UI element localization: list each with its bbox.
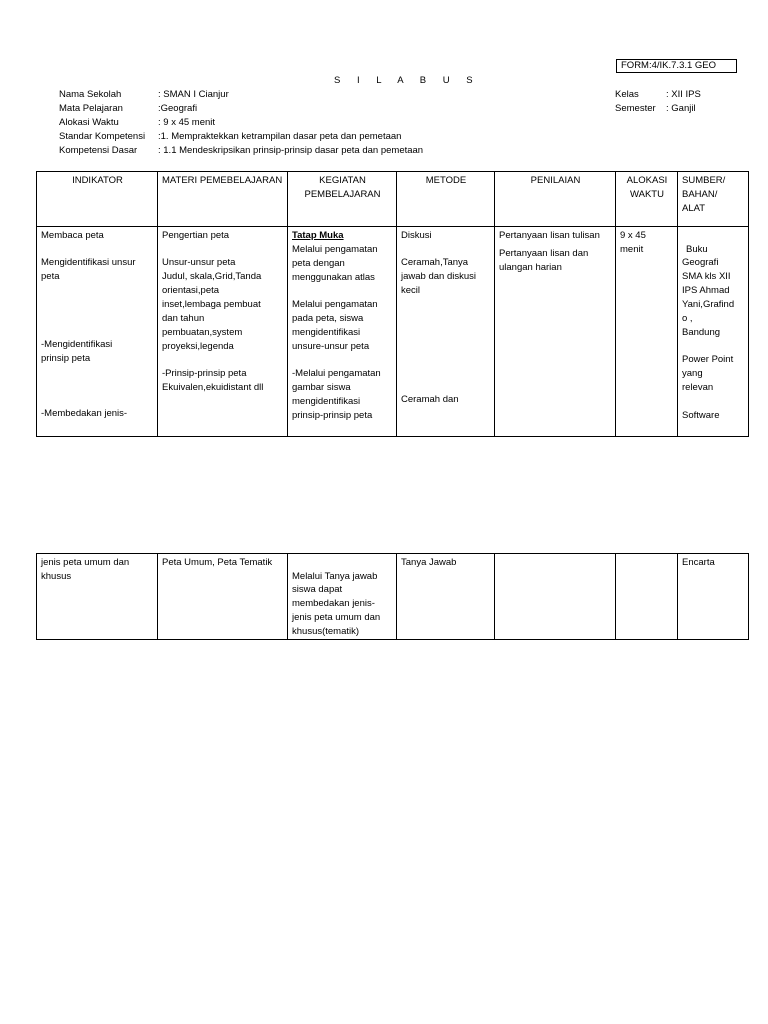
cell-alokasi: 9 x 45 menit (616, 227, 678, 437)
value-kompetensi-dasar: : 1.1 Mendeskripsikan prinsip-prinsip dasar peta dan pemetaan (158, 145, 424, 156)
label-kelas: Kelas (615, 89, 639, 100)
table-row (37, 554, 749, 640)
cell-kegiatan: Tatap Muka Melalui pengamatan peta dengan menggunakan atlas Melalui pengamatan pada peta, siswa mengidentifikasi unsure-unsur peta -Melalui pengamatan gambar siswa mengidentifikasi prinsip-prinsip peta (288, 227, 397, 437)
cell-metode: Tanya Jawab (397, 554, 495, 640)
cell-metode: Diskusi Ceramah,Tanya jawab dan diskusi kecil Ceramah dan (397, 227, 495, 437)
table-header-row (37, 172, 749, 227)
syllabus-table-continued (36, 553, 749, 640)
label-standar-kompetensi: Standar Kompetensi (59, 131, 146, 142)
value-kelas: : XII IPS (666, 89, 701, 100)
col-header-sumber: SUMBER/ BAHAN/ ALAT (678, 172, 749, 227)
value-semester: : Ganjil (666, 103, 696, 114)
syllabus-table (36, 171, 749, 437)
cell-sumber: Encarta (678, 554, 749, 640)
value-alokasi-waktu: : 9 x 45 menit (158, 117, 216, 128)
cell-penilaian (495, 554, 616, 640)
label-alokasi-waktu: Alokasi Waktu (59, 117, 119, 128)
col-header-materi: MATERI PEMEBELAJARAN (158, 172, 288, 227)
col-header-alokasi: ALOKASI WAKTU (616, 172, 678, 227)
cell-indikator: Membaca peta Mengidentifikasi unsur peta -Mengidentifikasi prinsip peta -Membedakan jenis- (37, 227, 158, 437)
label-mata-pelajaran: Mata Pelajaran (59, 103, 123, 114)
value-standar-kompetensi: :1. Mempraktekkan ketrampilan dasar peta dan pemetaan (158, 131, 402, 142)
cell-alokasi (616, 554, 678, 640)
cell-kegiatan: Melalui Tanya jawab siswa dapat membedakan jenis- jenis peta umum dan khusus(tematik) (288, 554, 397, 640)
cell-indikator: jenis peta umum dan khusus (37, 554, 158, 640)
cell-penilaian: Pertanyaan lisan tulisan Pertanyaan lisan dan ulangan harian (495, 227, 616, 437)
cell-sumber: Buku Geografi SMA kls XII IPS Ahmad Yani,Grafind o , Bandung Power Point yang relevan Software (678, 227, 749, 437)
form-code-box: FORM:4/IK.7.3.1 GEO (616, 59, 737, 73)
value-mata-pelajaran: :Geografi (158, 103, 198, 114)
value-nama-sekolah: : SMAN I Cianjur (158, 89, 229, 100)
col-header-indikator: INDIKATOR (37, 172, 158, 227)
document-title: S I L A B U S (334, 75, 480, 86)
col-header-kegiatan: KEGIATAN PEMBELAJARAN (288, 172, 397, 227)
label-kompetensi-dasar: Kompetensi Dasar (59, 145, 138, 156)
col-header-penilaian: PENILAIAN (495, 172, 616, 227)
label-semester: Semester (615, 103, 656, 114)
cell-materi: Pengertian peta Unsur-unsur peta Judul, skala,Grid,Tanda orientasi,peta inset,lembaga pembuat dan tahun pembuatan,system proyeksi,legenda -Prinsip-prinsip peta Ekuivalen,ekuidistant dll (158, 227, 288, 437)
label-nama-sekolah: Nama Sekolah (59, 89, 122, 100)
cell-materi: Peta Umum, Peta Tematik (158, 554, 288, 640)
table-row (37, 227, 749, 437)
col-header-metode: METODE (397, 172, 495, 227)
